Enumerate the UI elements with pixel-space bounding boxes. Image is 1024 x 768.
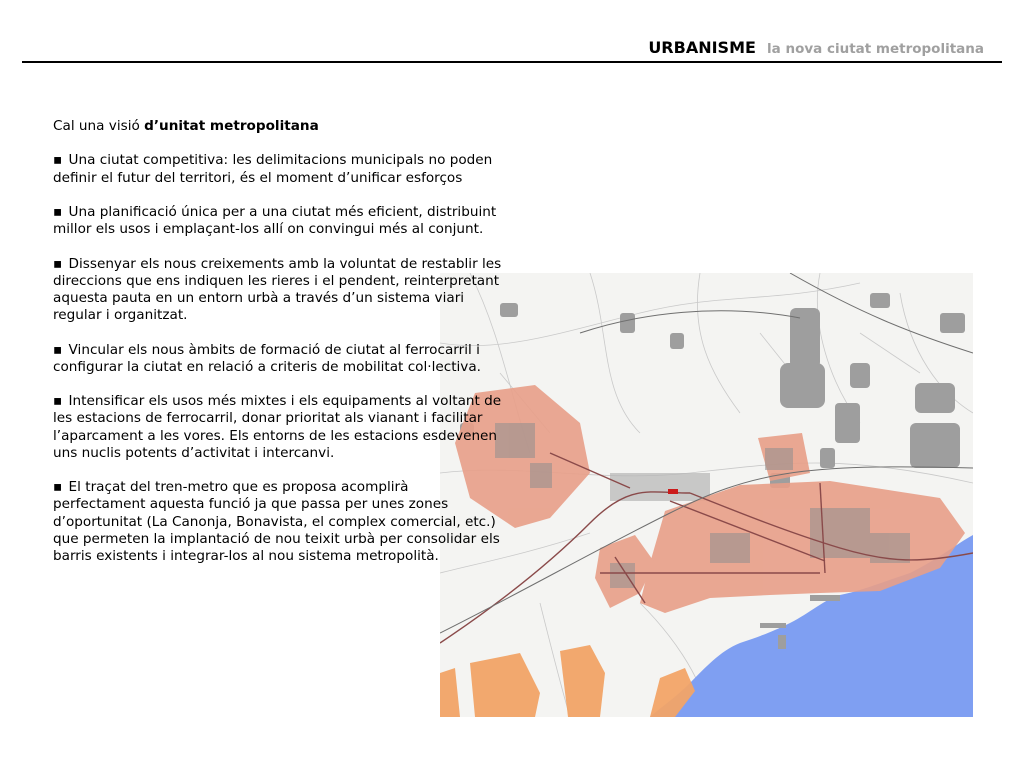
bullet-paragraph	[53, 204, 505, 238]
bullet-text: Una planificació única per a una ciutat més eficient, distribuint millor els usos i emplaçant-los allí on convingui més al conjunt.	[53, 203, 497, 238]
map-station-marker	[668, 489, 678, 494]
bullet-marker: ▪	[53, 203, 63, 220]
bullet-marker: ▪	[53, 152, 63, 169]
intro-emphasis: d’unitat metropolitana	[144, 118, 319, 134]
bullet-paragraph	[53, 256, 505, 325]
metropolitan-map	[440, 273, 973, 717]
page-title: URBANISME	[648, 38, 756, 57]
bullet-text: Vincular els nous àmbits de formació de ciutat al ferrocarril i configurar la ciutat en relació a criteris de mobilitat col·lectiva.	[53, 341, 481, 375]
bullet-marker: ▪	[53, 479, 63, 496]
bullet-text: Intensificar els usos més mixtes i els equipaments al voltant de les estacions de ferrocarril, donar prioritat als vianant i facilitar l’aparcament a les vores. Els entorns de les estacions esdevenen uns nuclis potents d’activitat i intercanvi.	[53, 393, 502, 461]
header-divider	[22, 61, 1002, 63]
bullet-paragraph	[53, 152, 505, 186]
intro-paragraph	[53, 118, 505, 135]
bullet-paragraph	[53, 393, 505, 462]
bullet-paragraph	[53, 342, 505, 376]
page-header	[648, 38, 984, 57]
bullet-marker: ▪	[53, 393, 63, 410]
bullet-marker: ▪	[53, 255, 63, 272]
bullet-text: Una ciutat competitiva: les delimitacions municipals no poden definir el futur del territori, és el moment d’unificar esforços	[53, 152, 493, 186]
bullet-paragraph	[53, 479, 505, 565]
intro-text: Cal una visió	[53, 118, 145, 134]
bullet-text: Dissenyar els nous creixements amb la voluntat de restablir les direccions que ens indiquen les rieres i el pendent, reinterpretant aquesta pauta en un entorn urbà a través d’un sistema viari regular i organitzat.	[53, 255, 502, 324]
page-subtitle: la nova ciutat metropolitana	[767, 41, 984, 57]
bullet-text: El traçat del tren-metro que es proposa acomplirà perfectament aquesta funció ja que passa per unes zones d’oportunitat (La Canonja, Bonavista, el complex comercial, etc.) que permeten la implantació de nou teixit urbà per consolidar els barris existents i integrar-los al nou sistema metropolità.	[53, 479, 500, 564]
body-text	[53, 118, 505, 582]
bullet-marker: ▪	[53, 341, 63, 358]
